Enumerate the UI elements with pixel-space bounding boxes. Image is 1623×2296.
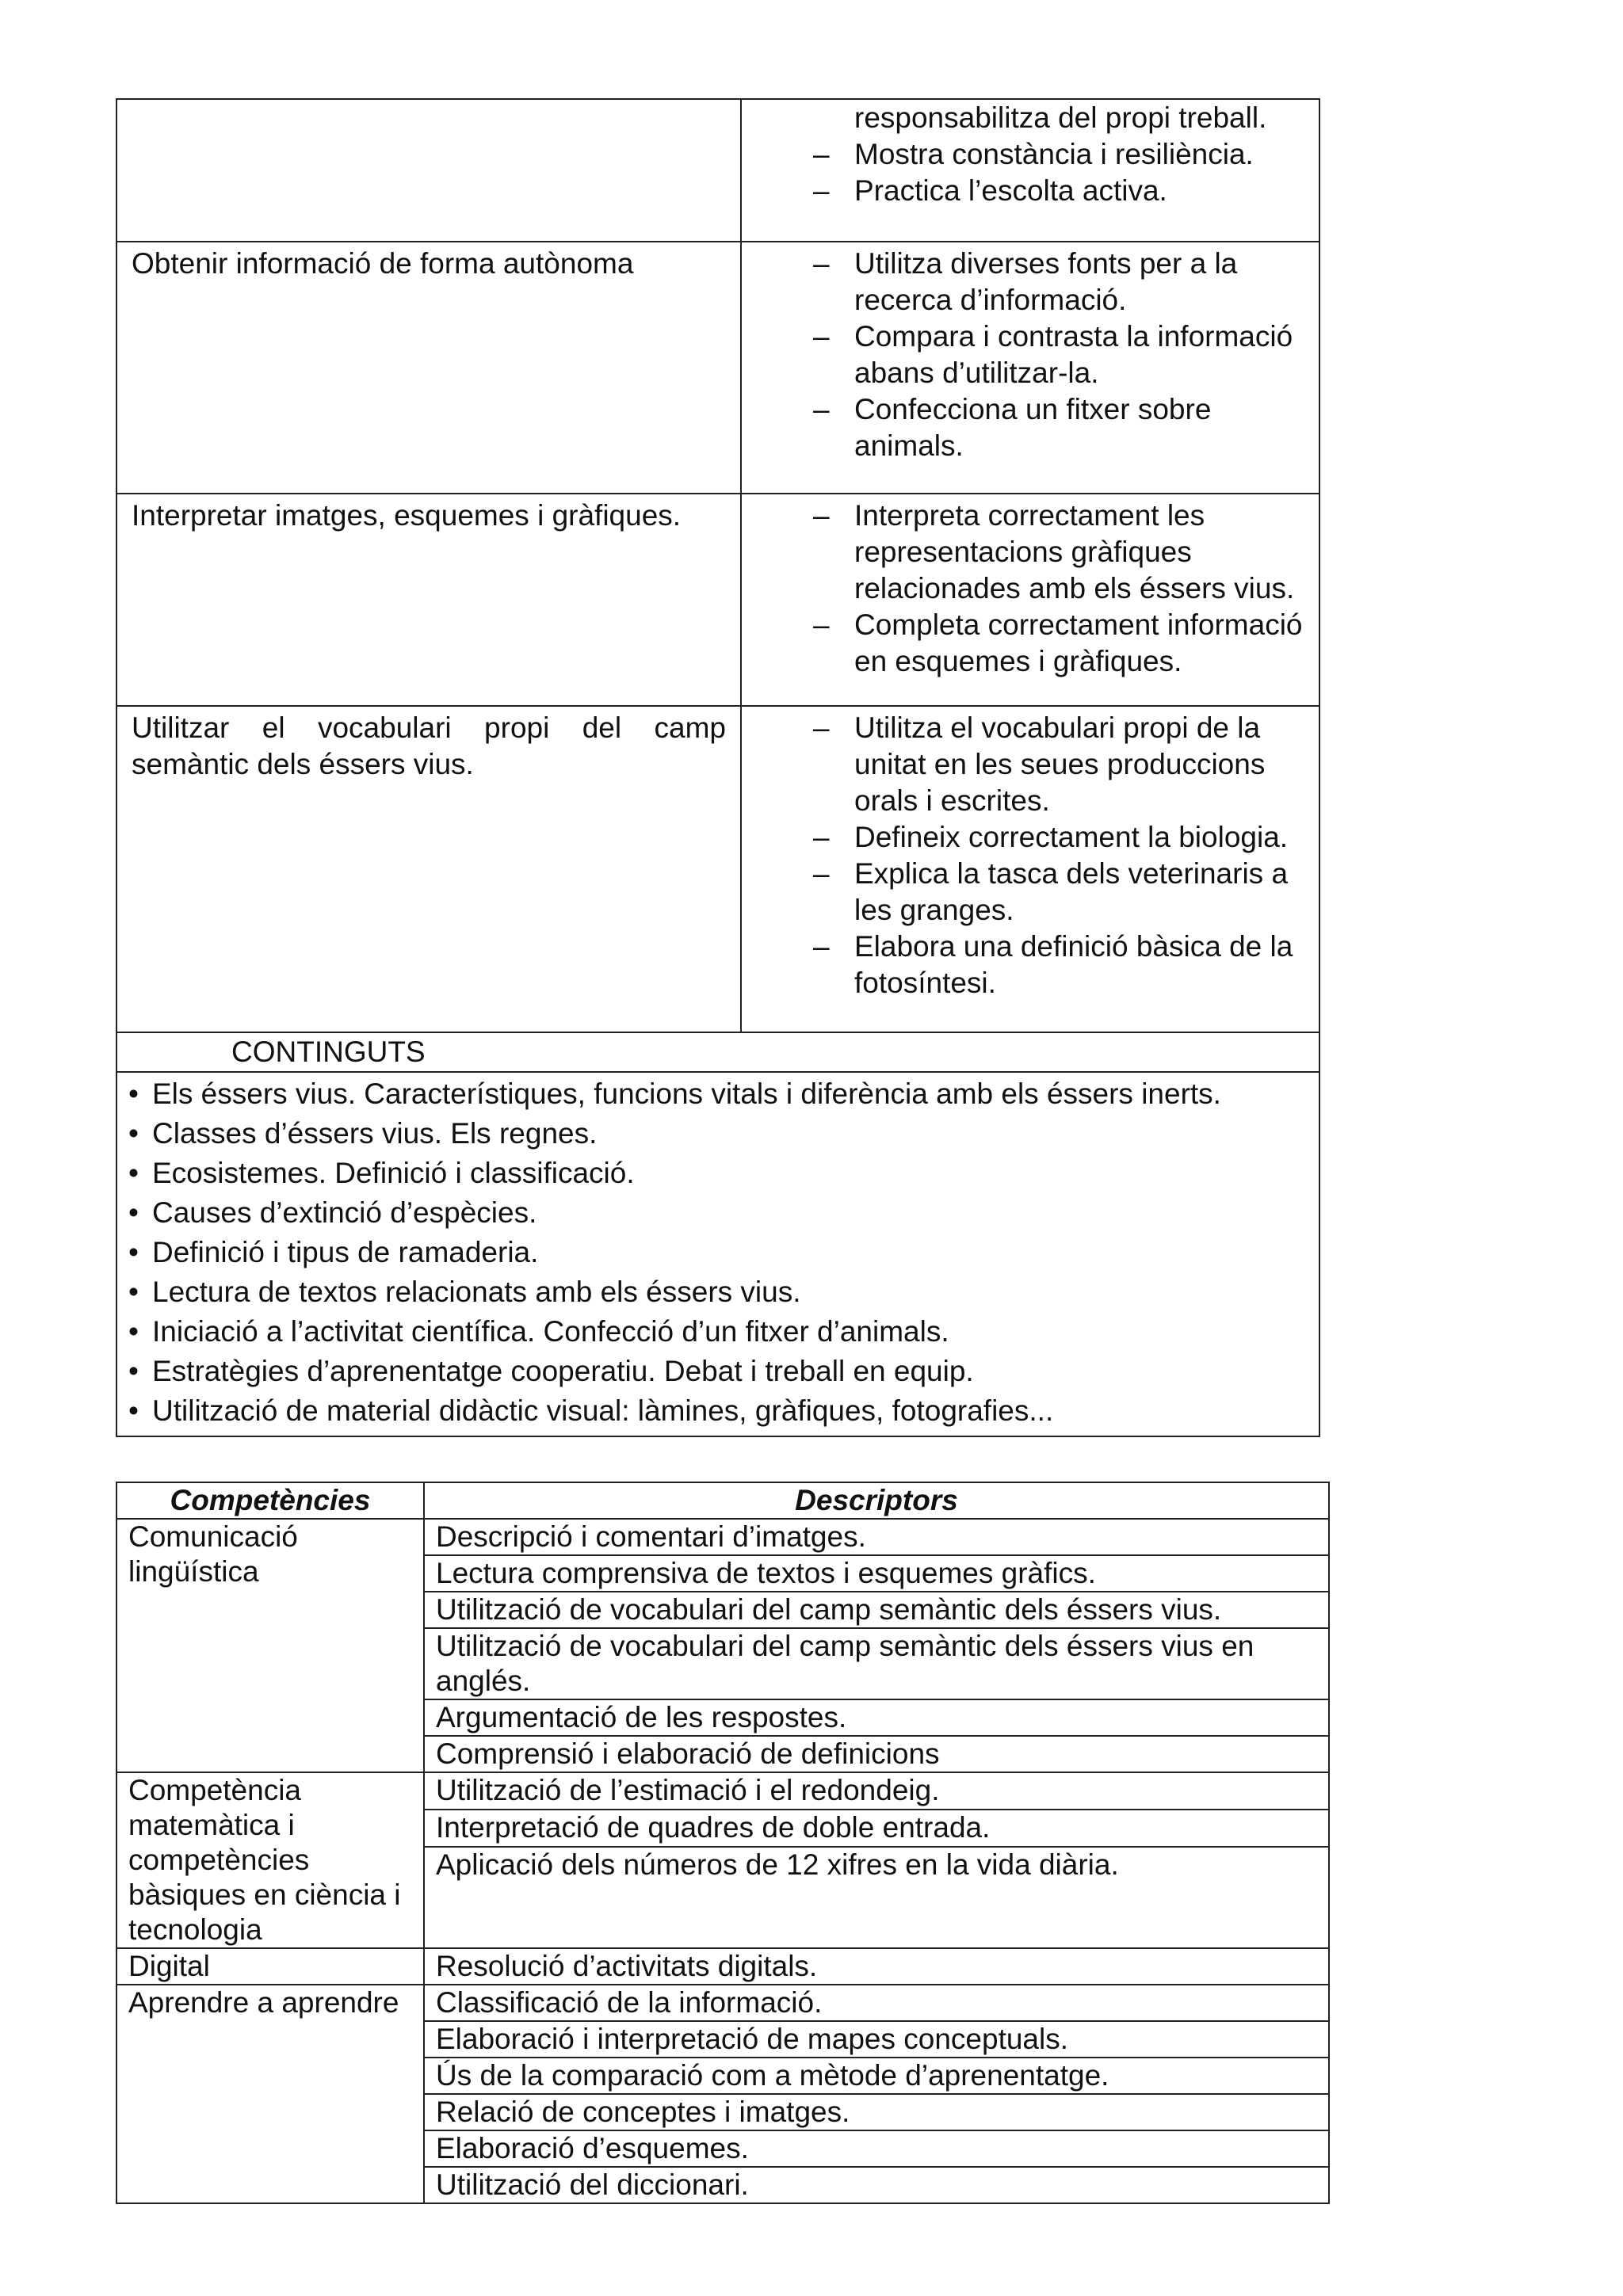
indicator-list xyxy=(742,242,1303,464)
descriptor-cell: Ús de la comparació com a mètode d’aprenentatge. xyxy=(424,2058,1329,2094)
indicators-cell xyxy=(741,99,1319,242)
competence-name: Aprendre a aprendre xyxy=(116,1985,424,2203)
criterion-cell xyxy=(116,99,741,242)
descriptor-cell: Utilització del diccionari. xyxy=(424,2167,1329,2203)
descriptor-cell: Lectura comprensiva de textos i esquemes gràfics. xyxy=(424,1555,1329,1592)
criterion-text: Obtenir informació de forma autònoma xyxy=(132,247,634,280)
list-item: • Classes d’éssers vius. Els regnes. xyxy=(117,1114,1319,1154)
descriptor-cell: Classificació de la informació. xyxy=(424,1985,1329,2021)
descriptor-cell: Utilització de vocabulari del camp semàntic dels éssers vius. xyxy=(424,1592,1329,1628)
descriptor-cell: Relació de conceptes i imatges. xyxy=(424,2094,1329,2130)
list-item: • Definició i tipus de ramaderia. xyxy=(117,1233,1319,1272)
list-item: – Completa correctament informació en esquemes i gràfiques. xyxy=(742,607,1303,680)
list-item: – Practica l’escolta activa. xyxy=(742,173,1303,209)
contents-list xyxy=(117,1073,1319,1436)
descriptor-cell: Comprensió i elaboració de definicions xyxy=(424,1736,1329,1772)
indicators-cell xyxy=(741,706,1319,1032)
descriptor-cell: Resolució d’activitats digitals. xyxy=(424,1948,1329,1985)
contents-cell xyxy=(116,1072,1319,1436)
table-header-row xyxy=(116,1482,1329,1519)
table-row xyxy=(116,1032,1319,1072)
list-item: – Interpreta correctament les representacions gràfiques relacionades amb els éssers vius. xyxy=(742,498,1303,607)
list-item: • Ecosistemes. Definició i classificació. xyxy=(117,1154,1319,1193)
list-item: – Compara i contrasta la informació abans d’utilitzar-la. xyxy=(742,318,1303,391)
list-item: • Utilització de material didàctic visual: làmines, gràfiques, fotografies... xyxy=(117,1391,1319,1431)
indicator-list xyxy=(742,494,1303,680)
list-item: • Estratègies d’aprenentatge cooperatiu. Debat i treball en equip. xyxy=(117,1352,1319,1391)
list-item: • Els éssers vius. Característiques, funcions vitals i diferència amb els éssers inerts. xyxy=(117,1074,1319,1114)
list-item: • Causes d’extinció d’espècies. xyxy=(117,1193,1319,1233)
indicator-list xyxy=(742,707,1303,1001)
table-row xyxy=(116,1772,1329,1810)
descriptor-cell: Interpretació de quadres de doble entrada. xyxy=(424,1810,1329,1847)
table-row xyxy=(116,1985,1329,2021)
list-item: – Mostra constància i resiliència. xyxy=(742,136,1303,173)
indicators-cell xyxy=(741,494,1319,706)
criterion-text-continued: semàntic dels éssers vius. xyxy=(132,748,474,780)
competences-table xyxy=(116,1482,1330,2204)
table-row xyxy=(116,1948,1329,1985)
descriptor-cell: Argumentació de les respostes. xyxy=(424,1699,1329,1736)
indicators-cell xyxy=(741,242,1319,494)
competence-name: Competència matemàtica i competències bàsiques en ciència i tecnologia xyxy=(116,1772,424,1948)
criterion-text: Utilitzar el vocabulari propi del camp xyxy=(132,711,726,744)
descriptor-cell: Elaboració i interpretació de mapes conceptuals. xyxy=(424,2021,1329,2058)
table-row xyxy=(116,1072,1319,1436)
contents-heading: CONTINGUTS xyxy=(116,1032,1319,1072)
list-item: – Elabora una definició bàsica de la fotosíntesi. xyxy=(742,929,1303,1001)
list-item: – Utilitza el vocabulari propi de la unitat en les seues produccions orals i escrites. xyxy=(742,710,1303,819)
criterion-text: Interpretar imatges, esquemes i gràfiques. xyxy=(132,499,682,532)
table-row xyxy=(116,1519,1329,1555)
descriptor-cell: Utilització de l’estimació i el redondeig. xyxy=(424,1772,1329,1810)
competence-name: Comunicació lingüística xyxy=(116,1519,424,1772)
criteria-table xyxy=(116,98,1320,1437)
list-item: – Defineix correctament la biologia. xyxy=(742,819,1303,856)
list-item: responsabilitza del propi treball. xyxy=(854,101,1267,134)
table-row xyxy=(116,494,1319,706)
list-item: – Confecciona un fitxer sobre animals. xyxy=(742,391,1303,464)
table-row xyxy=(116,242,1319,494)
indicator-list xyxy=(742,100,1303,209)
criterion-cell xyxy=(116,242,741,494)
descriptor-cell: Descripció i comentari d’imatges. xyxy=(424,1519,1329,1555)
descriptor-cell: Elaboració d’esquemes. xyxy=(424,2130,1329,2167)
table-row xyxy=(116,706,1319,1032)
criterion-cell xyxy=(116,494,741,706)
header-competences: Competències xyxy=(116,1482,424,1519)
descriptor-cell: Aplicació dels números de 12 xifres en la vida diària. xyxy=(424,1847,1329,1948)
descriptor-cell: Utilització de vocabulari del camp semàntic dels éssers vius en anglés. xyxy=(424,1628,1329,1699)
header-descriptors: Descriptors xyxy=(424,1482,1329,1519)
competence-name: Digital xyxy=(116,1948,424,1985)
list-item: • Iniciació a l’activitat científica. Confecció d’un fitxer d’animals. xyxy=(117,1312,1319,1352)
list-item: • Lectura de textos relacionats amb els éssers vius. xyxy=(117,1272,1319,1312)
list-item: – Explica la tasca dels veterinaris a les granges. xyxy=(742,856,1303,929)
table-row xyxy=(116,99,1319,242)
list-item: – Utilitza diverses fonts per a la recerca d’informació. xyxy=(742,246,1303,318)
criterion-cell xyxy=(116,706,741,1032)
